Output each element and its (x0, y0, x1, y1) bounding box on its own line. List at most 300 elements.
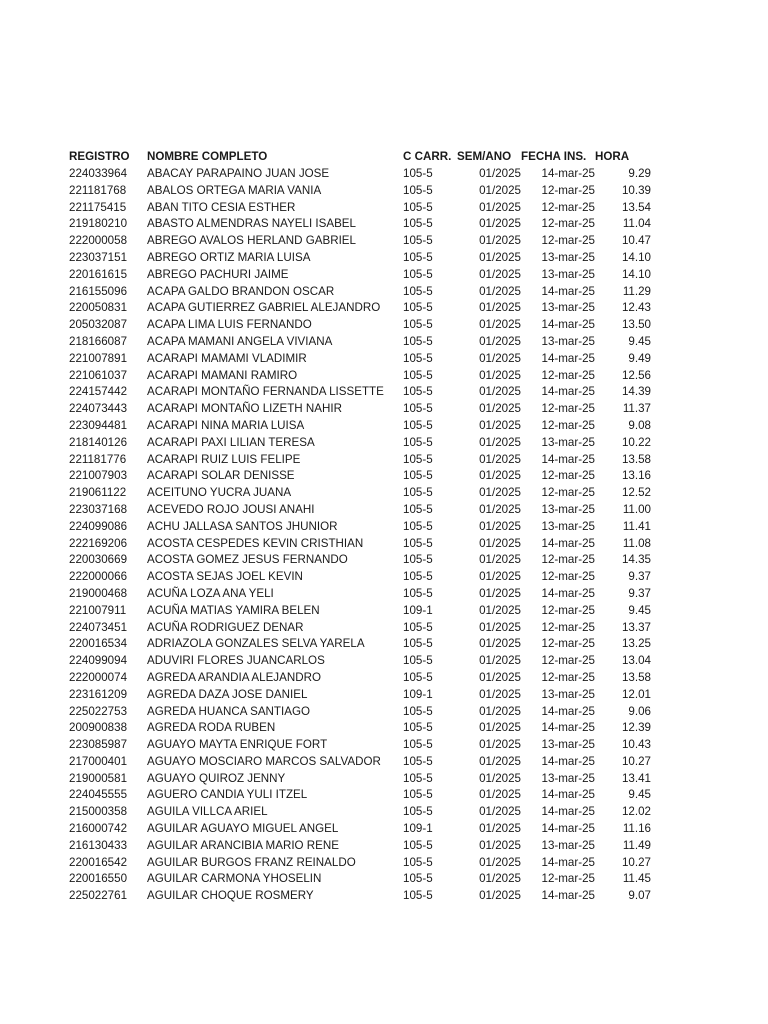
table-row (0, 720, 651, 737)
cell-registro: 217000401 (69, 754, 128, 768)
cell-semestre-ano: 01/2025 (479, 402, 521, 416)
table-row (0, 855, 651, 872)
cell-hora: 9.45 (628, 603, 651, 617)
cell-carrera: 105-5 (403, 284, 433, 298)
cell-hora: 11.08 (622, 536, 651, 550)
table-row (0, 452, 651, 469)
cell-carrera: 105-5 (403, 838, 433, 852)
cell-fecha-inscripcion: 14-mar-25 (541, 586, 595, 600)
cell-semestre-ano: 01/2025 (479, 855, 521, 869)
cell-semestre-ano: 01/2025 (479, 872, 521, 886)
cell-semestre-ano: 01/2025 (479, 654, 521, 668)
cell-semestre-ano: 01/2025 (479, 435, 521, 449)
cell-hora: 11.29 (622, 284, 651, 298)
cell-fecha-inscripcion: 12-mar-25 (541, 570, 595, 584)
cell-fecha-inscripcion: 13-mar-25 (541, 301, 595, 315)
cell-registro: 225022761 (69, 889, 128, 903)
cell-nombre-completo: ACHU JALLASA SANTOS JHUNIOR (147, 519, 338, 533)
cell-hora: 13.37 (621, 620, 651, 634)
cell-semestre-ano: 01/2025 (479, 788, 521, 802)
header-semestre-ano: SEM/ANO (457, 150, 512, 163)
cell-hora: 14.39 (621, 385, 651, 399)
cell-hora: 13.16 (621, 469, 651, 483)
cell-semestre-ano: 01/2025 (479, 351, 521, 365)
cell-hora: 13.58 (621, 452, 651, 466)
cell-fecha-inscripcion: 14-mar-25 (541, 284, 595, 298)
cell-registro: 216000742 (69, 822, 128, 836)
cell-nombre-completo: AGUILAR BURGOS FRANZ REINALDO (147, 855, 356, 869)
cell-nombre-completo: AGUILAR CARMONA YHOSELIN (147, 872, 322, 886)
table-row (0, 821, 651, 838)
cell-registro: 218140126 (69, 435, 128, 449)
cell-fecha-inscripcion: 12-mar-25 (541, 368, 595, 382)
cell-semestre-ano: 01/2025 (479, 234, 521, 248)
cell-carrera: 105-5 (403, 250, 433, 264)
cell-hora: 14.10 (621, 267, 651, 281)
cell-nombre-completo: ACAPA GALDO BRANDON OSCAR (147, 284, 335, 298)
cell-registro: 218166087 (69, 334, 128, 348)
cell-fecha-inscripcion: 14-mar-25 (541, 536, 595, 550)
table-row (0, 351, 651, 368)
cell-fecha-inscripcion: 13-mar-25 (541, 502, 595, 516)
cell-nombre-completo: AGREDA DAZA JOSE DANIEL (147, 687, 308, 701)
cell-fecha-inscripcion: 12-mar-25 (541, 603, 595, 617)
cell-carrera: 105-5 (403, 200, 433, 214)
cell-fecha-inscripcion: 13-mar-25 (541, 267, 595, 281)
table-row (0, 485, 651, 502)
cell-fecha-inscripcion: 14-mar-25 (541, 889, 595, 903)
cell-nombre-completo: ACOSTA GOMEZ JESUS FERNANDO (147, 553, 348, 567)
cell-carrera: 105-5 (403, 738, 433, 752)
cell-carrera: 105-5 (403, 872, 433, 886)
cell-carrera: 105-5 (403, 502, 433, 516)
cell-hora: 13.58 (621, 670, 651, 684)
table-row (0, 468, 651, 485)
cell-semestre-ano: 01/2025 (479, 687, 521, 701)
table-row (0, 300, 651, 317)
cell-carrera: 105-5 (403, 654, 433, 668)
cell-carrera: 105-5 (403, 217, 433, 231)
cell-fecha-inscripcion: 12-mar-25 (541, 872, 595, 886)
cell-registro: 221007911 (69, 603, 127, 617)
cell-nombre-completo: ACAPA LIMA LUIS FERNANDO (147, 318, 312, 332)
table-row (0, 233, 651, 250)
cell-carrera: 105-5 (403, 435, 433, 449)
cell-semestre-ano: 01/2025 (479, 637, 521, 651)
cell-registro: 215000358 (69, 805, 128, 819)
table-row (0, 536, 651, 553)
cell-carrera: 109-1 (403, 603, 433, 617)
cell-carrera: 105-5 (403, 301, 433, 315)
cell-nombre-completo: ABREGO PACHURI JAIME (147, 267, 289, 281)
table-row (0, 216, 651, 233)
cell-carrera: 109-1 (403, 687, 433, 701)
cell-semestre-ano: 01/2025 (479, 250, 521, 264)
cell-semestre-ano: 01/2025 (479, 368, 521, 382)
cell-hora: 11.37 (622, 402, 651, 416)
cell-registro: 224157442 (69, 385, 128, 399)
table-row (0, 838, 651, 855)
cell-hora: 9.07 (628, 889, 651, 903)
table-row (0, 166, 651, 183)
cell-fecha-inscripcion: 12-mar-25 (541, 469, 595, 483)
table-row (0, 888, 651, 905)
cell-hora: 13.50 (621, 318, 651, 332)
cell-carrera: 105-5 (403, 234, 433, 248)
cell-hora: 13.54 (621, 200, 651, 214)
cell-registro: 225022753 (69, 704, 128, 718)
cell-semestre-ano: 01/2025 (479, 805, 521, 819)
cell-carrera: 105-5 (403, 486, 433, 500)
cell-fecha-inscripcion: 12-mar-25 (541, 620, 595, 634)
cell-nombre-completo: AGUILA VILLCA ARIEL (147, 805, 268, 819)
cell-fecha-inscripcion: 14-mar-25 (541, 721, 595, 735)
cell-fecha-inscripcion: 14-mar-25 (541, 805, 595, 819)
cell-nombre-completo: ACARAPI MONTAÑO LIZETH NAHIR (147, 402, 342, 416)
cell-registro: 224073443 (69, 402, 128, 416)
cell-carrera: 105-5 (403, 553, 433, 567)
cell-nombre-completo: ACARAPI MONTAÑO FERNANDA LISSETTE (147, 385, 384, 399)
cell-registro: 223161209 (69, 687, 128, 701)
cell-registro: 223037168 (69, 502, 128, 516)
cell-hora: 11.45 (622, 872, 651, 886)
table-row (0, 435, 651, 452)
cell-nombre-completo: ACOSTA SEJAS JOEL KEVIN (147, 570, 303, 584)
cell-registro: 223037151 (69, 250, 128, 264)
cell-carrera: 105-5 (403, 771, 433, 785)
header-registro: REGISTRO (69, 150, 130, 163)
cell-fecha-inscripcion: 14-mar-25 (541, 822, 595, 836)
table-row (0, 787, 651, 804)
cell-fecha-inscripcion: 14-mar-25 (541, 318, 595, 332)
cell-carrera: 109-1 (403, 822, 433, 836)
cell-registro: 219000468 (69, 586, 128, 600)
table-row (0, 519, 651, 536)
cell-registro: 224045555 (69, 788, 128, 802)
cell-nombre-completo: ACAPA MAMANI ANGELA VIVIANA (147, 334, 333, 348)
cell-registro: 216130433 (69, 838, 128, 852)
cell-semestre-ano: 01/2025 (479, 704, 521, 718)
cell-nombre-completo: AGREDA ARANDIA ALEJANDRO (147, 670, 321, 684)
cell-hora: 14.10 (621, 250, 651, 264)
cell-registro: 224099094 (69, 654, 128, 668)
cell-registro: 219000581 (69, 771, 128, 785)
cell-fecha-inscripcion: 14-mar-25 (541, 452, 595, 466)
header-nombre-completo: NOMBRE COMPLETO (147, 150, 268, 163)
cell-fecha-inscripcion: 12-mar-25 (541, 637, 595, 651)
table-header-row (0, 148, 651, 166)
cell-nombre-completo: ABAN TITO CESIA ESTHER (147, 200, 296, 214)
cell-semestre-ano: 01/2025 (479, 553, 521, 567)
cell-registro: 220050831 (69, 301, 128, 315)
cell-registro: 221007903 (69, 469, 128, 483)
cell-registro: 219180210 (69, 217, 128, 231)
cell-fecha-inscripcion: 13-mar-25 (541, 738, 595, 752)
cell-semestre-ano: 01/2025 (479, 502, 521, 516)
cell-fecha-inscripcion: 13-mar-25 (541, 435, 595, 449)
cell-hora: 12.52 (621, 486, 651, 500)
cell-nombre-completo: ACEVEDO ROJO JOUSI ANAHI (147, 502, 315, 516)
cell-nombre-completo: ACUÑA MATIAS YAMIRA BELEN (147, 603, 320, 617)
cell-semestre-ano: 01/2025 (479, 418, 521, 432)
cell-nombre-completo: ACARAPI NINA MARIA LUISA (147, 418, 305, 432)
table-row (0, 636, 651, 653)
cell-registro: 222169206 (69, 536, 128, 550)
cell-semestre-ano: 01/2025 (479, 771, 521, 785)
cell-registro: 222000066 (69, 570, 128, 584)
header-fecha-inscripcion: FECHA INS. (521, 150, 587, 163)
student-registration-table (0, 148, 651, 905)
cell-carrera: 105-5 (403, 721, 433, 735)
cell-nombre-completo: AGUILAR CHOQUE ROSMERY (147, 889, 314, 903)
cell-hora: 11.49 (622, 838, 651, 852)
cell-nombre-completo: AGUAYO QUIROZ JENNY (147, 771, 286, 785)
cell-registro: 221007891 (69, 351, 128, 365)
cell-carrera: 105-5 (403, 385, 433, 399)
cell-nombre-completo: AGUERO CANDIA YULI ITZEL (147, 788, 308, 802)
table-row (0, 670, 651, 687)
cell-registro: 222000074 (69, 670, 128, 684)
table-row (0, 771, 651, 788)
table-row (0, 183, 651, 200)
table-row (0, 368, 651, 385)
cell-carrera: 105-5 (403, 855, 433, 869)
cell-hora: 9.37 (628, 586, 651, 600)
cell-carrera: 105-5 (403, 351, 433, 365)
cell-registro: 221181768 (69, 183, 127, 197)
cell-nombre-completo: ACUÑA LOZA ANA YELI (147, 586, 274, 600)
table-row (0, 552, 651, 569)
table-row (0, 620, 651, 637)
cell-semestre-ano: 01/2025 (479, 469, 521, 483)
header-hora: HORA (595, 150, 630, 163)
cell-carrera: 105-5 (403, 267, 433, 281)
cell-nombre-completo: ACARAPI PAXI LILIAN TERESA (147, 435, 315, 449)
cell-fecha-inscripcion: 12-mar-25 (541, 553, 595, 567)
header-carrera: C CARR. (403, 150, 452, 163)
cell-hora: 10.27 (621, 754, 651, 768)
cell-registro: 200900838 (69, 721, 128, 735)
cell-fecha-inscripcion: 14-mar-25 (541, 704, 595, 718)
table-row (0, 704, 651, 721)
cell-semestre-ano: 01/2025 (479, 570, 521, 584)
table-row (0, 250, 651, 267)
cell-nombre-completo: ACUÑA RODRIGUEZ DENAR (147, 620, 304, 634)
cell-hora: 12.39 (621, 721, 651, 735)
cell-semestre-ano: 01/2025 (479, 620, 521, 634)
cell-semestre-ano: 01/2025 (479, 754, 521, 768)
cell-carrera: 105-5 (403, 418, 433, 432)
cell-semestre-ano: 01/2025 (479, 586, 521, 600)
cell-carrera: 105-5 (403, 402, 433, 416)
cell-nombre-completo: ABREGO ORTIZ MARIA LUISA (147, 250, 311, 264)
cell-nombre-completo: AGREDA RODA RUBEN (147, 721, 276, 735)
cell-hora: 14.35 (621, 553, 651, 567)
cell-fecha-inscripcion: 12-mar-25 (541, 654, 595, 668)
cell-carrera: 105-5 (403, 334, 433, 348)
table-row (0, 502, 651, 519)
cell-semestre-ano: 01/2025 (479, 536, 521, 550)
cell-registro: 220030669 (69, 553, 128, 567)
cell-fecha-inscripcion: 12-mar-25 (541, 234, 595, 248)
cell-registro: 223094481 (69, 418, 128, 432)
cell-nombre-completo: AGUAYO MOSCIARO MARCOS SALVADOR (147, 754, 381, 768)
cell-semestre-ano: 01/2025 (479, 822, 521, 836)
cell-registro: 221181776 (69, 452, 127, 466)
table-row (0, 418, 651, 435)
cell-nombre-completo: AGUAYO MAYTA ENRIQUE FORT (147, 738, 328, 752)
cell-fecha-inscripcion: 13-mar-25 (541, 334, 595, 348)
cell-fecha-inscripcion: 13-mar-25 (541, 687, 595, 701)
cell-nombre-completo: ACARAPI SOLAR DENISSE (147, 469, 295, 483)
cell-hora: 9.37 (628, 570, 651, 584)
cell-semestre-ano: 01/2025 (479, 603, 521, 617)
cell-carrera: 105-5 (403, 519, 433, 533)
cell-hora: 11.16 (622, 822, 651, 836)
cell-hora: 10.39 (621, 183, 651, 197)
cell-nombre-completo: AGUILAR ARANCIBIA MARIO RENE (147, 838, 339, 852)
cell-carrera: 105-5 (403, 670, 433, 684)
cell-hora: 10.43 (621, 738, 651, 752)
cell-carrera: 105-5 (403, 805, 433, 819)
cell-semestre-ano: 01/2025 (479, 670, 521, 684)
cell-hora: 9.08 (628, 418, 651, 432)
cell-hora: 9.49 (628, 351, 651, 365)
table-row (0, 737, 651, 754)
cell-carrera: 105-5 (403, 620, 433, 634)
cell-semestre-ano: 01/2025 (479, 738, 521, 752)
cell-carrera: 105-5 (403, 586, 433, 600)
cell-semestre-ano: 01/2025 (479, 200, 521, 214)
cell-hora: 9.45 (628, 788, 651, 802)
cell-carrera: 105-5 (403, 469, 433, 483)
cell-nombre-completo: ACEITUNO YUCRA JUANA (147, 486, 292, 500)
cell-registro: 220161615 (69, 267, 128, 281)
cell-registro: 221175415 (69, 200, 127, 214)
cell-hora: 10.22 (621, 435, 651, 449)
cell-semestre-ano: 01/2025 (479, 519, 521, 533)
table-row (0, 317, 651, 334)
cell-nombre-completo: ABASTO ALMENDRAS NAYELI ISABEL (147, 217, 356, 231)
cell-registro: 222000058 (69, 234, 128, 248)
cell-hora: 9.06 (628, 704, 651, 718)
cell-nombre-completo: ACAPA GUTIERREZ GABRIEL ALEJANDRO (147, 301, 381, 315)
cell-semestre-ano: 01/2025 (479, 889, 521, 903)
cell-registro: 224073451 (69, 620, 128, 634)
table-row (0, 569, 651, 586)
cell-carrera: 105-5 (403, 788, 433, 802)
cell-fecha-inscripcion: 14-mar-25 (541, 788, 595, 802)
cell-semestre-ano: 01/2025 (479, 183, 521, 197)
cell-nombre-completo: ADRIAZOLA GONZALES SELVA YARELA (147, 637, 365, 651)
cell-fecha-inscripcion: 13-mar-25 (541, 519, 595, 533)
cell-nombre-completo: ABALOS ORTEGA MARIA VANIA (147, 183, 322, 197)
table-row (0, 200, 651, 217)
cell-hora: 9.29 (628, 167, 651, 180)
cell-hora: 11.04 (622, 217, 651, 231)
cell-fecha-inscripcion: 12-mar-25 (541, 217, 595, 231)
cell-fecha-inscripcion: 12-mar-25 (541, 402, 595, 416)
cell-hora: 13.41 (621, 771, 651, 785)
cell-hora: 9.45 (628, 334, 651, 348)
table-row (0, 284, 651, 301)
cell-hora: 12.43 (621, 301, 651, 315)
cell-nombre-completo: ABREGO AVALOS HERLAND GABRIEL (147, 234, 356, 248)
table-row (0, 603, 651, 620)
cell-fecha-inscripcion: 12-mar-25 (541, 670, 595, 684)
cell-hora: 13.04 (621, 654, 651, 668)
table-row (0, 586, 651, 603)
cell-fecha-inscripcion: 14-mar-25 (541, 754, 595, 768)
cell-semestre-ano: 01/2025 (479, 217, 521, 231)
cell-carrera: 105-5 (403, 536, 433, 550)
cell-carrera: 105-5 (403, 368, 433, 382)
cell-semestre-ano: 01/2025 (479, 267, 521, 281)
table-row (0, 754, 651, 771)
cell-fecha-inscripcion: 13-mar-25 (541, 771, 595, 785)
table-row (0, 653, 651, 670)
cell-registro: 220016534 (69, 637, 128, 651)
cell-registro: 224033964 (69, 167, 128, 180)
cell-carrera: 105-5 (403, 754, 433, 768)
table-row (0, 334, 651, 351)
cell-semestre-ano: 01/2025 (479, 167, 521, 180)
cell-nombre-completo: ACOSTA CESPEDES KEVIN CRISTHIAN (147, 536, 364, 550)
table-row (0, 687, 651, 704)
cell-nombre-completo: ACARAPI RUIZ LUIS FELIPE (147, 452, 301, 466)
cell-semestre-ano: 01/2025 (479, 301, 521, 315)
cell-nombre-completo: ADUVIRI FLORES JUANCARLOS (147, 654, 325, 668)
cell-carrera: 105-5 (403, 570, 433, 584)
cell-fecha-inscripcion: 14-mar-25 (541, 855, 595, 869)
cell-hora: 12.56 (621, 368, 651, 382)
cell-fecha-inscripcion: 12-mar-25 (541, 418, 595, 432)
cell-hora: 12.02 (621, 805, 651, 819)
cell-carrera: 105-5 (403, 183, 433, 197)
cell-hora: 13.25 (621, 637, 651, 651)
cell-semestre-ano: 01/2025 (479, 721, 521, 735)
cell-fecha-inscripcion: 13-mar-25 (541, 250, 595, 264)
cell-nombre-completo: ABACAY PARAPAINO JUAN JOSE (147, 167, 330, 180)
cell-semestre-ano: 01/2025 (479, 284, 521, 298)
cell-nombre-completo: AGREDA HUANCA SANTIAGO (147, 704, 310, 718)
cell-hora: 11.00 (622, 502, 651, 516)
table-row (0, 804, 651, 821)
cell-hora: 10.47 (621, 234, 651, 248)
cell-carrera: 105-5 (403, 889, 433, 903)
cell-semestre-ano: 01/2025 (479, 318, 521, 332)
cell-carrera: 105-5 (403, 637, 433, 651)
cell-semestre-ano: 01/2025 (479, 452, 521, 466)
cell-hora: 11.41 (622, 519, 651, 533)
cell-fecha-inscripcion: 12-mar-25 (541, 200, 595, 214)
cell-carrera: 105-5 (403, 167, 433, 180)
cell-registro: 219061122 (69, 486, 127, 500)
table-row (0, 401, 651, 418)
cell-fecha-inscripcion: 12-mar-25 (541, 486, 595, 500)
cell-carrera: 105-5 (403, 704, 433, 718)
table-row (0, 871, 651, 888)
cell-carrera: 105-5 (403, 452, 433, 466)
cell-semestre-ano: 01/2025 (479, 486, 521, 500)
cell-registro: 224099086 (69, 519, 128, 533)
table-row (0, 384, 651, 401)
cell-fecha-inscripcion: 14-mar-25 (541, 167, 595, 180)
cell-nombre-completo: ACARAPI MAMAMI VLADIMIR (147, 351, 307, 365)
cell-nombre-completo: ACARAPI MAMANI RAMIRO (147, 368, 298, 382)
cell-fecha-inscripcion: 14-mar-25 (541, 351, 595, 365)
cell-hora: 10.27 (621, 855, 651, 869)
